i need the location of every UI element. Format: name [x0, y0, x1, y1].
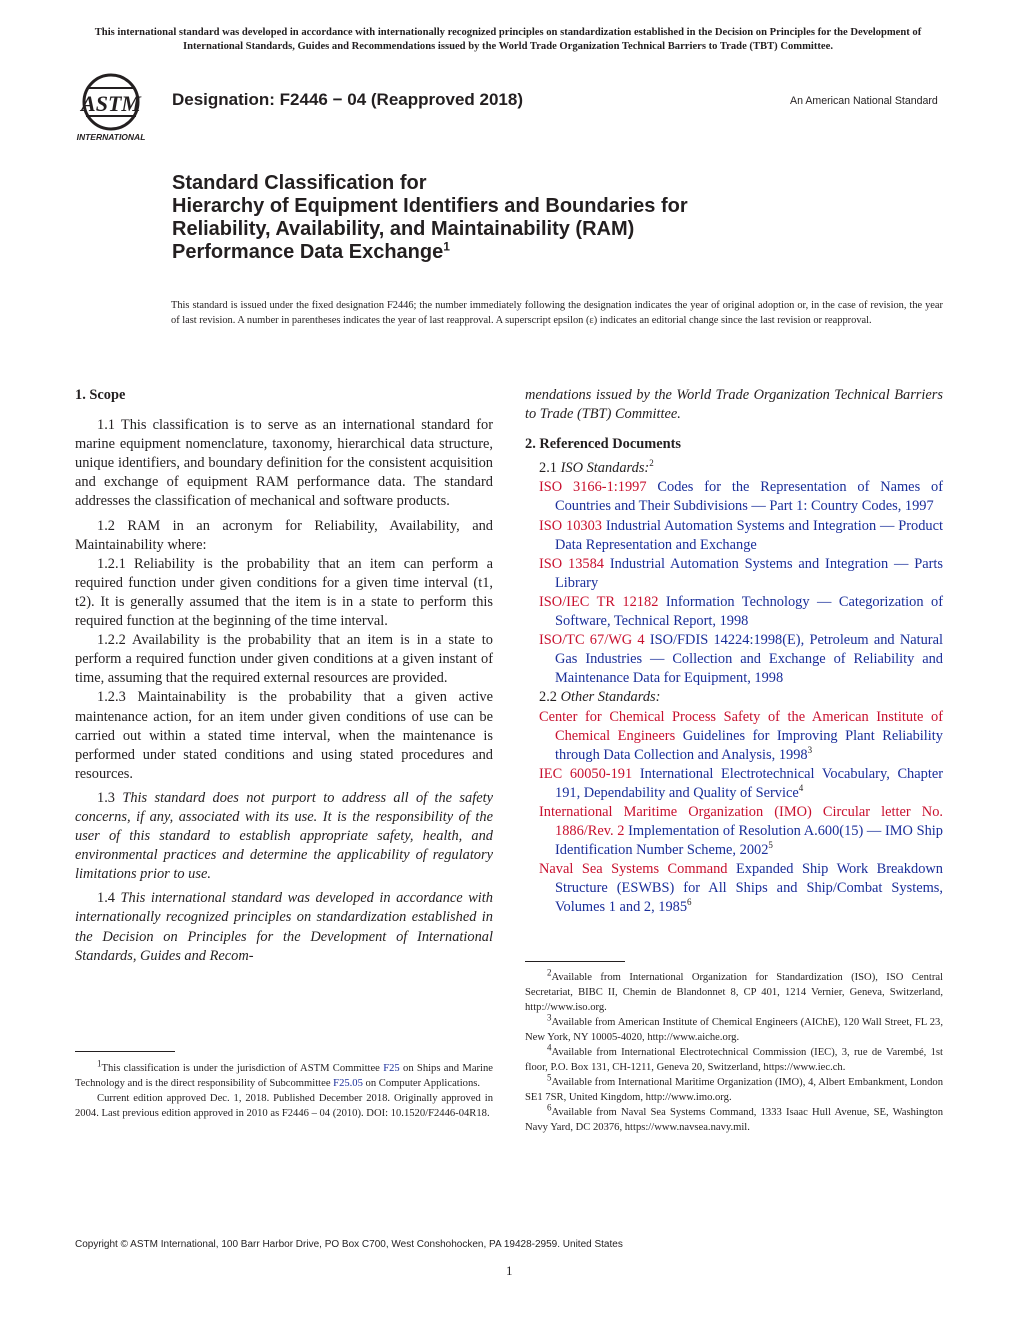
- para-1-3-num: 1.3: [97, 789, 115, 806]
- title-footnote-mark: 1: [443, 239, 450, 254]
- footnote-1: [75, 1058, 493, 1091]
- ref-iso-13584[interactable]: [525, 555, 943, 593]
- ref-code[interactable]: International Maritime Organization (IMO) Circular letter No. 1886/Rev. 2: [539, 803, 943, 840]
- footnote-1-text-c: on Computer Applications.: [362, 1078, 481, 1089]
- scope-heading: 1. Scope: [75, 387, 126, 403]
- para-1-4: [75, 889, 493, 965]
- document-title: [172, 172, 932, 264]
- footnote-2: [525, 967, 943, 1015]
- top-notice: This international standard was developed in accordance with internationally recognized principles on standardization established in the Decision on Principles for the Development of International Standards, Guides and Recommendations issued by the World Trade Organization Technical Barriers to Trade (TBT) Committee.: [94, 27, 922, 52]
- subsection-2-1-mark: 2: [649, 458, 654, 469]
- para-1-1: 1.1 This classification is to serve as an international standard for marine equipment nomenclature, taxonomy, hierarchical data structure, unique identifiers, and boundary definition for the consistent acquisition and exchange of equipment RAM performance data. The standard addresses the classification of mechanical and software products.: [75, 417, 493, 510]
- ref-ccps[interactable]: [525, 708, 943, 765]
- left-column: [75, 386, 493, 966]
- para-1-2-2: 1.2.2 Availability is the probability that an item is in a state to perform a required function under given conditions at a given instant of time, assuming that the required external resources are provided.: [75, 632, 493, 687]
- ref-footnote-mark: 3: [807, 744, 813, 755]
- para-1-3: [75, 789, 493, 884]
- ref-code[interactable]: Naval Sea Systems Command: [539, 861, 728, 878]
- para-1-4-text: This international standard was developed in accordance with internationally recognized principles on standardization established in the Decision on Principles for the Development of International Standards, Guides and Recom-: [75, 890, 493, 964]
- astm-logo: [74, 72, 160, 144]
- ref-footnote-mark: 5: [768, 840, 773, 851]
- footnote-mark: 5: [547, 1072, 552, 1083]
- ref-title[interactable]: Codes for the Representation of Names of Countries and Their Subdivisions — Part 1: Country Codes, 1997: [555, 479, 943, 515]
- footnotes-right: [525, 967, 943, 1135]
- footnote-mark: 3: [547, 1012, 552, 1023]
- copyright: Copyright © ASTM International, 100 Barr Harbor Drive, PO Box C700, West Conshohocken, PA 19428-2959. United States: [75, 1239, 623, 1250]
- title-line-1: Standard Classification for: [172, 172, 427, 194]
- footnote-rule-left: [75, 1051, 175, 1052]
- american-national-standard-label: An American National Standard: [790, 95, 938, 107]
- ref-code[interactable]: ISO/TC 67/WG 4: [539, 632, 645, 649]
- committee-f25-link[interactable]: F25: [383, 1063, 400, 1074]
- ref-title[interactable]: Implementation of Resolution A.600(15) — IMO Ship Identification Number Scheme, 2002: [555, 823, 943, 859]
- ref-iso-iec-tr-12182[interactable]: [525, 593, 943, 631]
- logo-word: INTERNATIONAL: [76, 132, 146, 142]
- title-line-2: Hierarchy of Equipment Identifiers and Boundaries for: [172, 195, 688, 217]
- iso-standards-subheading: [525, 459, 943, 478]
- designation: Designation: F2446 − 04 (Reapproved 2018): [172, 90, 523, 109]
- footnotes-left: [75, 1058, 493, 1121]
- footnote-1-mark: 1: [97, 1058, 102, 1069]
- footnote-text: Available from International Electrotechnical Commission (IEC), 3, rue de Varembé, 1st floor, P.O. Box 131, CH-1211, Geneva 20, Switzerland, https://www.iec.ch.: [525, 1047, 943, 1073]
- other-standards-subheading: [525, 688, 943, 707]
- ref-footnote-mark: 4: [798, 783, 804, 794]
- ref-iso-tc-67[interactable]: [525, 631, 943, 688]
- ref-footnote-mark: 6: [687, 897, 692, 908]
- para-1-2-3: 1.2.3 Maintainability is the probability that a given active maintenance action, for an item under given conditions of use can be carried out within a stated time interval, when the maintenance is performed under stated conditions and using stated procedures and resources.: [75, 689, 493, 782]
- para-1-3-text: This standard does not purport to address all of the safety concerns, if any, associated with its use. It is the responsibility of the user of this standard to establish appropriate safety, health, and environmental practices and determine the applicability of regulatory limitations prior to use.: [75, 789, 493, 883]
- ref-code[interactable]: IEC 60050-191: [539, 765, 633, 782]
- ref-title[interactable]: Industrial Automation Systems and Integration — Product Data Representation and Exchange: [555, 517, 943, 553]
- ref-iec-60050[interactable]: [525, 765, 943, 803]
- footnote-text: Available from International Maritime Organization (IMO), 4, Albert Embankment, London SE1 7SR, United Kingdom, http://www.imo.org.: [525, 1077, 943, 1103]
- footnote-1-text-a: This classification is under the jurisdiction of ASTM Committee: [101, 1063, 384, 1074]
- footnote-mark: 4: [547, 1042, 552, 1053]
- subcommittee-f25-05-link[interactable]: F25.05: [333, 1078, 363, 1089]
- ref-code[interactable]: ISO 13584: [539, 555, 604, 572]
- footnote-6: [525, 1102, 943, 1135]
- ref-title[interactable]: Information Technology — Categorization of Software, Technical Report, 1998: [555, 593, 944, 630]
- subsection-2-1-label: ISO Standards:: [560, 460, 650, 477]
- footnote-text: Available from International Organization for Standardization (ISO), ISO Central Secretariat, BIBC II, Chemin de Blandonnet 8, CP 401, 1214 Vernier, Geneva, Switzerland, http://www.iso.org.: [525, 972, 943, 1013]
- referenced-documents-heading: 2. Referenced Documents: [525, 436, 681, 453]
- ref-code[interactable]: Center for Chemical Process Safety of the American Institute of Chemical Engineers: [539, 708, 943, 744]
- ref-title[interactable]: Industrial Automation Systems and Integration — Parts Library: [555, 555, 943, 591]
- para-1-4-continued: [525, 386, 943, 424]
- ref-title[interactable]: International Electrotechnical Vocabulary, Chapter 191, Dependability and Quality of Service: [555, 765, 943, 801]
- footnote-mark: 2: [547, 967, 552, 978]
- ref-iso-10303[interactable]: [525, 517, 943, 555]
- subsection-2-2-label: Other Standards:: [560, 689, 661, 706]
- footnote-5: [525, 1072, 943, 1105]
- footnote-4: [525, 1042, 943, 1075]
- subsection-2-2-num: 2.2: [539, 689, 557, 706]
- logo-letters: ASTM: [81, 91, 141, 116]
- ref-code[interactable]: ISO 10303: [539, 517, 602, 534]
- title-line-3: Reliability, Availability, and Maintainability (RAM): [172, 218, 635, 240]
- ref-code[interactable]: ISO 3166-1:1997: [539, 479, 647, 496]
- footnote-mark: 6: [547, 1102, 552, 1113]
- ref-title[interactable]: Expanded Ship Work Breakdown Structure (ESWBS) for All Ships and Ship/Combat Systems, Volumes 1 and 2, 1985: [555, 861, 943, 916]
- issue-note: This standard is issued under the fixed designation F2446; the number immediately following the designation indicates the year of original adoption or, in the case of revision, the year of last revision. A number in parentheses indicates the year of last reapproval. A superscript epsilon (ε) indicates an editorial change since the last revision or reapproval.: [171, 300, 943, 326]
- footnote-rule-right: [525, 961, 625, 962]
- footnote-edition: Current edition approved Dec. 1, 2018. Published December 2018. Originally approved in 2004. Last previous edition approved in 2010 as F2446 – 04 (2010). DOI: 10.1520/F2446-04R18.: [75, 1093, 493, 1119]
- title-line-4: Performance Data Exchange: [172, 241, 444, 263]
- right-column: [525, 386, 943, 918]
- para-1-4-text-continued: mendations issued by the World Trade Organization Technical Barriers to Trade (TBT) Committee.: [525, 387, 943, 423]
- page-number: 1: [506, 1263, 513, 1278]
- para-1-2: 1.2 RAM in an acronym for Reliability, Availability, and Maintainability where:: [75, 517, 493, 553]
- para-1-4-num: 1.4: [97, 890, 115, 907]
- para-1-2-1: 1.2.1 Reliability is the probability that an item can perform a required function under given conditions for a given time interval (t1, t2). It is generally assumed that the item is in a state to perform this required function at the beginning of the time interval.: [75, 555, 493, 630]
- ref-iso-3166[interactable]: [525, 478, 943, 516]
- footnote-1-text-b: on Ships and Marine Technology and is the direct responsibility of Subcommittee: [75, 1063, 493, 1089]
- footnote-text: Available from American Institute of Chemical Engineers (AIChE), 120 Wall Street, FL 23, New York, NY 10005-4020, http://www.aiche.org.: [525, 1017, 943, 1043]
- ref-code[interactable]: ISO/IEC TR 12182: [539, 593, 659, 610]
- ref-title[interactable]: Guidelines for Improving Plant Reliability through Data Collection and Analysis, 1998: [555, 727, 943, 763]
- ref-navsea-eswbs[interactable]: [525, 860, 943, 917]
- subsection-2-1-num: 2.1: [539, 460, 557, 477]
- ref-title[interactable]: ISO/FDIS 14224:1998(E), Petroleum and Natural Gas Industries — Collection and Exchange of Reliability and Maintenance Data for Equipment, 1998: [555, 632, 943, 687]
- footnote-text: Available from Naval Sea Systems Command, 1333 Isaac Hull Avenue, SE, Washington Navy Yard, DC 20376, https://www.navsea.navy.mil.: [525, 1107, 943, 1133]
- ref-imo-circular[interactable]: [525, 803, 943, 860]
- footnote-3: [525, 1012, 943, 1045]
- astm-logo-icon: [74, 72, 160, 144]
